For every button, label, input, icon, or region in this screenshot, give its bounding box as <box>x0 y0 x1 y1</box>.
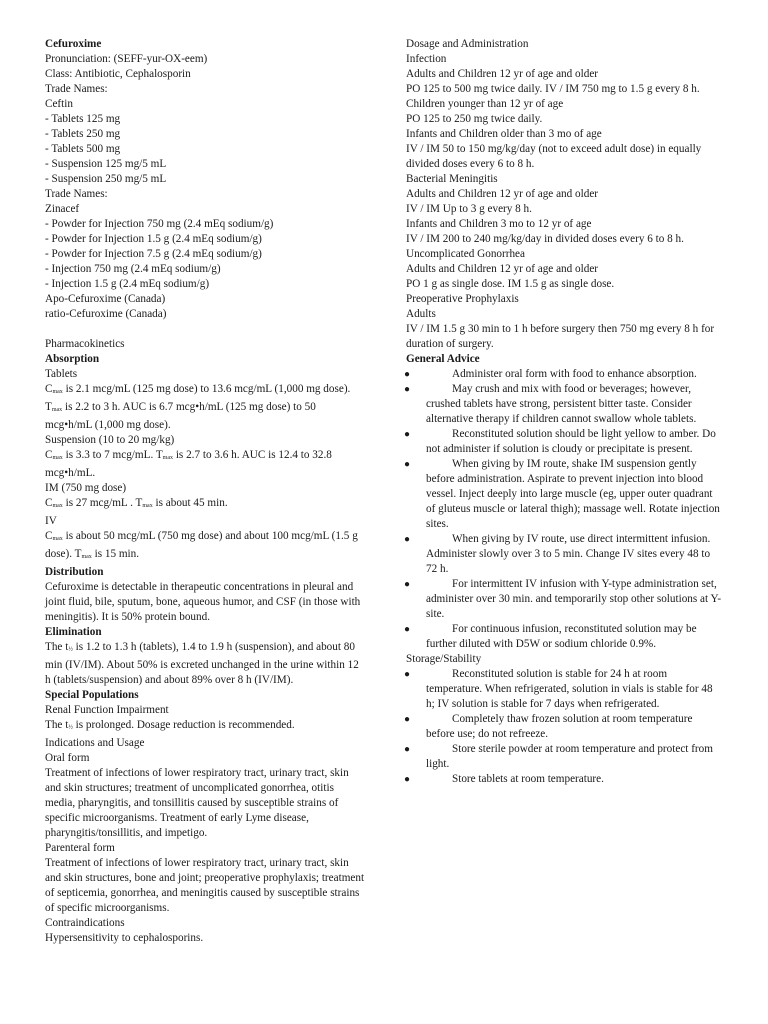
dose-text: IV / IM Up to 3 g every 8 h. <box>406 203 532 215</box>
bullet-icon: ● <box>404 774 411 785</box>
dose-text: PO 125 to 500 mg twice daily. IV / IM 750 mg to 1.5 g every 8 h. <box>406 83 700 95</box>
iv-text: Cmax is about 50 mcg/mL (750 mg dose) and about 100 mcg/mL (1.5 g dose). Tmax is 15 min. <box>45 530 358 560</box>
storage-heading: Storage/Stability <box>406 653 482 665</box>
trade-item: - Suspension 125 mg/5 mL <box>45 158 167 170</box>
left-column <box>45 37 365 946</box>
dose-group-label: Adults and Children 12 yr of age and older <box>406 68 599 80</box>
dose-group-label: Adults <box>406 308 436 320</box>
dose-text: PO 125 to 250 mg twice daily. <box>406 113 543 125</box>
oral-form-label: Oral form <box>45 752 90 764</box>
trade-item: - Tablets 250 mg <box>45 128 121 140</box>
trade-item: - Injection 750 mg (2.4 mEq sodium/g) <box>45 263 221 275</box>
bullet-icon: ● <box>404 744 411 755</box>
list-item: ● For continuous infusion, reconstituted solution may be further diluted with D5W or sodium chloride 0.9%. <box>404 623 697 650</box>
list-item: ● When giving by IV route, use direct intermittent infusion. Administer slowly over 3 to 5 min. Change IV sites every 48 to 72 h. <box>404 533 711 575</box>
list-item: ● Completely thaw frozen solution at room temperature before use; do not refreeze. <box>404 713 693 740</box>
list-item: ● Administer oral form with food to enhance absorption. <box>404 368 697 380</box>
im-label: IM (750 mg dose) <box>45 482 127 494</box>
list-item: ● Store tablets at room temperature. <box>404 773 604 785</box>
drug-title: Cefuroxime <box>45 38 102 50</box>
tablets-text: Cmax is 2.1 mcg/mL (125 mg dose) to 13.6 mcg/mL (1,000 mg dose). Tmax is 2.2 to 3 h. AUC is 6.7 mcg•h/mL (125 mg dose) to 50 mcg•h/mL (1,000 mg dose). <box>45 383 351 431</box>
dose-text: PO 1 g as single dose. IM 1.5 g as single dose. <box>406 278 615 290</box>
trade-name-zinacef: Zinacef <box>45 203 80 215</box>
bullet-icon: ● <box>404 534 411 545</box>
renal-label: Renal Function Impairment <box>45 704 169 716</box>
list-item: ● When giving by IM route, shake IM suspension gently before administration. Aspirate to prevent injection into blood vessel. Inject deeply into large muscle (eg, upper outer quadrant of gluteus muscle or lateral thigh); massage well. Rotate injection sites. <box>404 458 720 530</box>
pharmacokinetics-heading: Pharmacokinetics <box>45 338 125 350</box>
trade-item: - Powder for Injection 7.5 g (2.4 mEq sodium/g) <box>45 248 262 260</box>
elimination-text: The t½ is 1.2 to 1.3 h (tablets), 1.4 to 1.9 h (suspension), and about 80 min (IV/IM). About 50% is excreted unchanged in the urine within 12 h (tablets/suspension) and about 89% over 8 h (IV/IM). <box>45 641 359 686</box>
list-item: ● May crush and mix with food or beverages; however, crushed tablets have strong, persistent bitter taste. Consider alternative therapy if children cannot swallow whole tablets. <box>404 383 697 425</box>
bullet-icon: ● <box>404 579 411 590</box>
general-advice-heading: General Advice <box>406 353 480 365</box>
pronunciation: Pronunciation: (SEFF-yur-OX-eem) <box>45 53 208 65</box>
bullet-icon: ● <box>404 669 411 680</box>
bullet-icon: ● <box>404 369 411 380</box>
absorption-heading: Absorption <box>45 353 100 365</box>
contraindications-text: Hypersensitivity to cephalosporins. <box>45 932 204 944</box>
right-column <box>406 37 722 787</box>
trade-names-heading: Trade Names: <box>45 188 108 200</box>
indications-heading: Indications and Usage <box>45 737 145 749</box>
prophylaxis-label: Preoperative Prophylaxis <box>406 293 519 305</box>
trade-item: - Powder for Injection 750 mg (2.4 mEq sodium/g) <box>45 218 274 230</box>
parenteral-form-label: Parenteral form <box>45 842 115 854</box>
trade-item: - Powder for Injection 1.5 g (2.4 mEq sodium/g) <box>45 233 262 245</box>
infection-label: Infection <box>406 53 447 65</box>
gonorrhea-label: Uncomplicated Gonorrhea <box>406 248 525 260</box>
trade-item: - Suspension 250 mg/5 mL <box>45 173 167 185</box>
meningitis-label: Bacterial Meningitis <box>406 173 498 185</box>
list-item: ● Reconstituted solution is stable for 24 h at room temperature. When refrigerated, solution in vials is stable for 48 h; IV solution is stable for 7 days when refrigerated. <box>404 668 713 710</box>
trade-names-heading: Trade Names: <box>45 83 108 95</box>
tablets-label: Tablets <box>45 368 78 380</box>
trade-item: - Injection 1.5 g (2.4 mEq sodium/g) <box>45 278 210 290</box>
elimination-heading: Elimination <box>45 626 102 638</box>
list-item: ● Store sterile powder at room temperature and protect from light. <box>404 743 713 770</box>
list-item: ● For intermittent IV infusion with Y-type administration set, administer over 30 min. and temporarily stop other solutions at Y-site. <box>404 578 722 620</box>
distribution-text: Cefuroxime is detectable in therapeutic concentrations in pleural and joint fluid, bile, sputum, bone, aqueous humor, and CSF (in those with meningitis). It is 50% protein bound. <box>45 581 361 623</box>
other-name: ratio-Cefuroxime (Canada) <box>45 308 167 320</box>
suspension-label: Suspension (10 to 20 mg/kg) <box>45 434 175 446</box>
contraindications-heading: Contraindications <box>45 917 125 929</box>
dose-group-label: Adults and Children 12 yr of age and older <box>406 263 599 275</box>
parenteral-form-text: Treatment of infections of lower respiratory tract, urinary tract, skin and skin structures, bone and joint; preoperative prophylaxis; treatment of septicemia, gonorrhea, and meningitis caused by susceptible strains of specific microorganisms. <box>45 857 365 914</box>
dose-text: IV / IM 1.5 g 30 min to 1 h before surgery then 750 mg every 8 h for duration of surgery. <box>406 323 715 350</box>
iv-label: IV <box>45 515 57 527</box>
dose-group-label: Adults and Children 12 yr of age and older <box>406 188 599 200</box>
bullet-icon: ● <box>404 624 411 635</box>
dose-group-label: Children younger than 12 yr of age <box>406 98 564 110</box>
distribution-heading: Distribution <box>45 566 104 578</box>
dose-text: IV / IM 50 to 150 mg/kg/day (not to exceed adult dose) in equally divided doses every 6 to 8 h. <box>406 143 702 170</box>
trade-name-ceftin: Ceftin <box>45 98 73 110</box>
list-item: ● Reconstituted solution should be light yellow to amber. Do not administer if solution is cloudy or precipitate is present. <box>404 428 716 455</box>
dose-text: IV / IM 200 to 240 mg/kg/day in divided doses every 6 to 8 h. <box>406 233 684 245</box>
other-name: Apo-Cefuroxime (Canada) <box>45 293 166 305</box>
general-advice-list <box>406 367 722 652</box>
drug-class: Class: Antibiotic, Cephalosporin <box>45 68 191 80</box>
dose-group-label: Infants and Children older than 3 mo of age <box>406 128 602 140</box>
bullet-icon: ● <box>404 429 411 440</box>
trade-item: - Tablets 125 mg <box>45 113 121 125</box>
trade-item: - Tablets 500 mg <box>45 143 121 155</box>
bullet-icon: ● <box>404 384 411 395</box>
renal-text: The t½ is prolonged. Dosage reduction is recommended. <box>45 719 295 731</box>
bullet-icon: ● <box>404 714 411 725</box>
special-populations-heading: Special Populations <box>45 689 139 701</box>
storage-list <box>406 667 722 787</box>
dose-group-label: Infants and Children 3 mo to 12 yr of age <box>406 218 592 230</box>
bullet-icon: ● <box>404 459 411 470</box>
dosage-heading: Dosage and Administration <box>406 38 529 50</box>
im-text: Cmax is 27 mcg/mL . Tmax is about 45 min. <box>45 497 228 509</box>
oral-form-text: Treatment of infections of lower respiratory tract, urinary tract, skin and skin structures; treatment of uncomplicated gonorrhea, otitis media, pharyngitis, and tonsillitis caused by susceptible strains of specific microorganisms. Treatment of early Lyme disease, pharyngitis/tonsillitis, and impetigo. <box>45 767 349 839</box>
suspension-text: Cmax is 3.3 to 7 mcg/mL. Tmax is 2.7 to 3.6 h. AUC is 12.4 to 32.8 mcg•h/mL. <box>45 449 332 479</box>
